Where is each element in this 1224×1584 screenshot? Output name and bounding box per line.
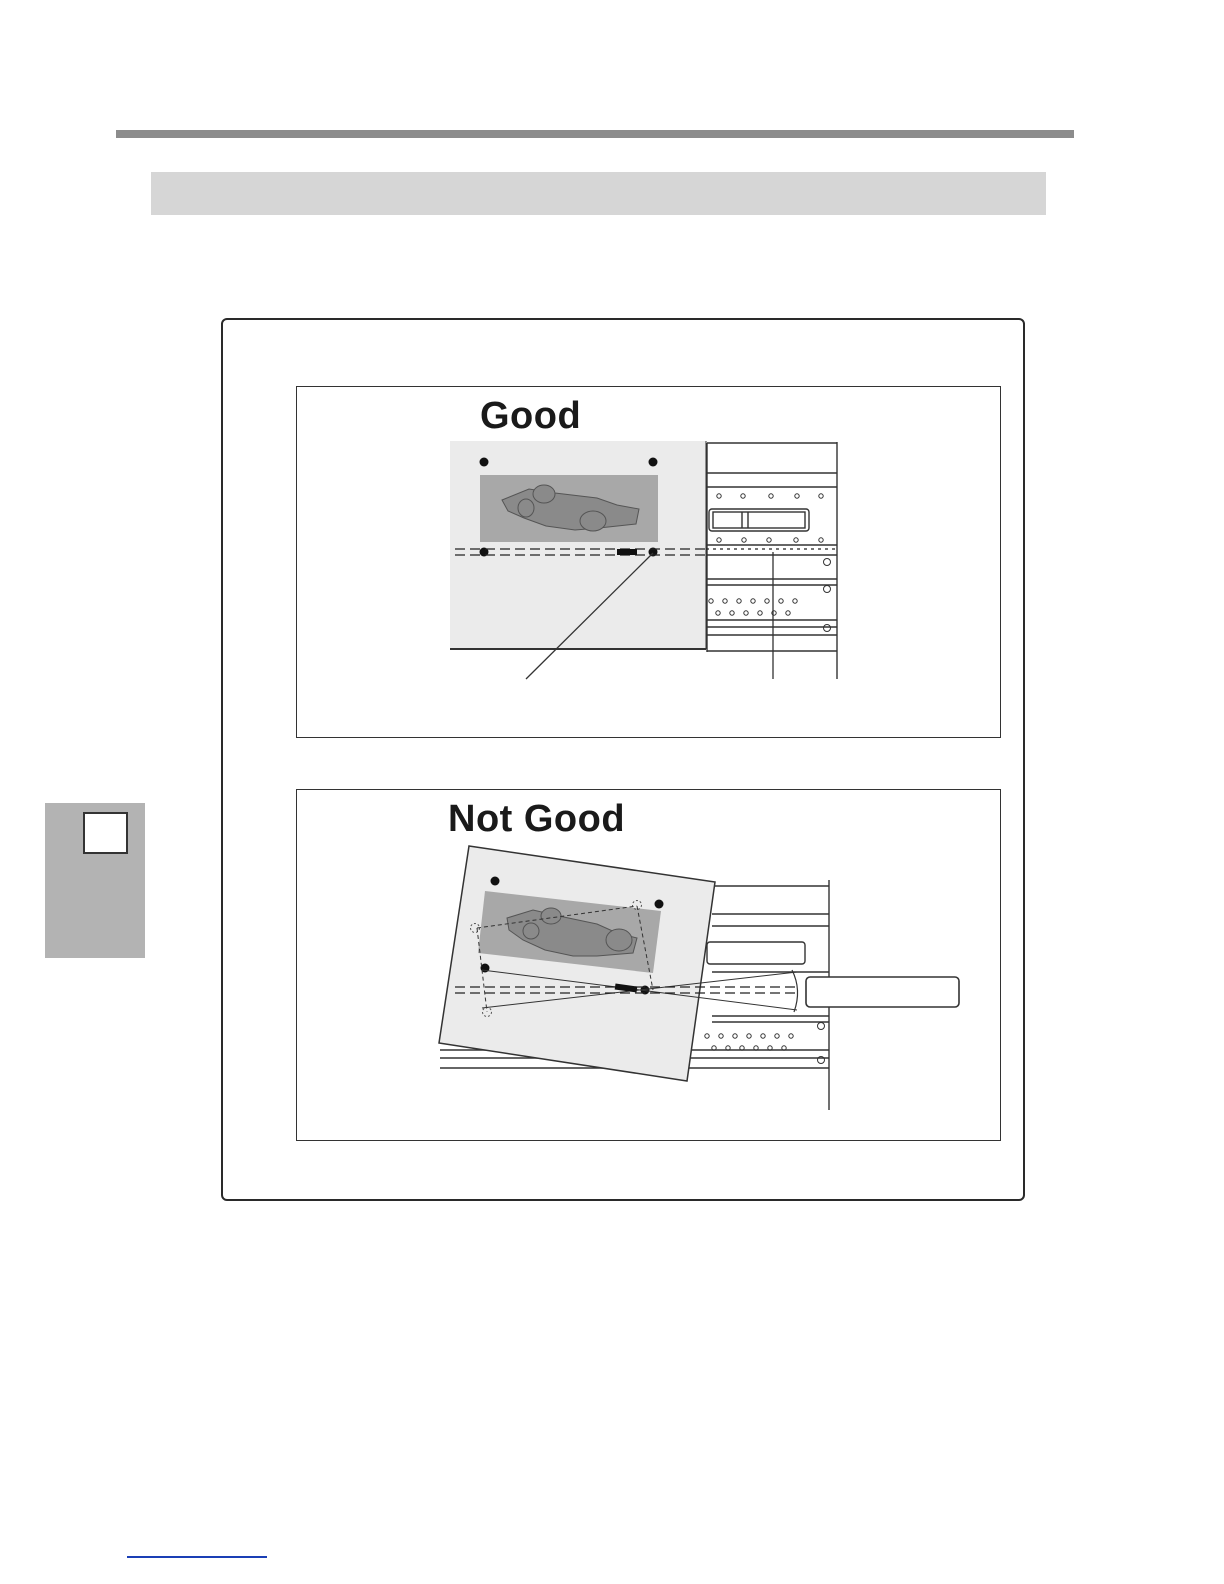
good-illustration (297, 387, 1001, 738)
good-panel (296, 386, 1001, 738)
angle-arc (792, 970, 798, 1012)
pointer-block (617, 549, 637, 555)
media-sheet (450, 441, 706, 649)
media-sheet-skewed (439, 846, 715, 1081)
good-title: Good (480, 395, 582, 437)
machine-holes (709, 494, 831, 632)
not-good-title: Not Good (448, 798, 626, 840)
top-rule (116, 130, 1074, 138)
section-heading-band (151, 172, 1046, 215)
chapter-number-box (83, 812, 128, 854)
not-good-illustration (297, 790, 1001, 1141)
machine-body (707, 442, 837, 679)
callout-box (806, 977, 959, 1007)
chapter-tab (45, 803, 145, 958)
not-good-panel (296, 789, 1001, 1141)
footer-link-underline[interactable] (127, 1556, 267, 1558)
